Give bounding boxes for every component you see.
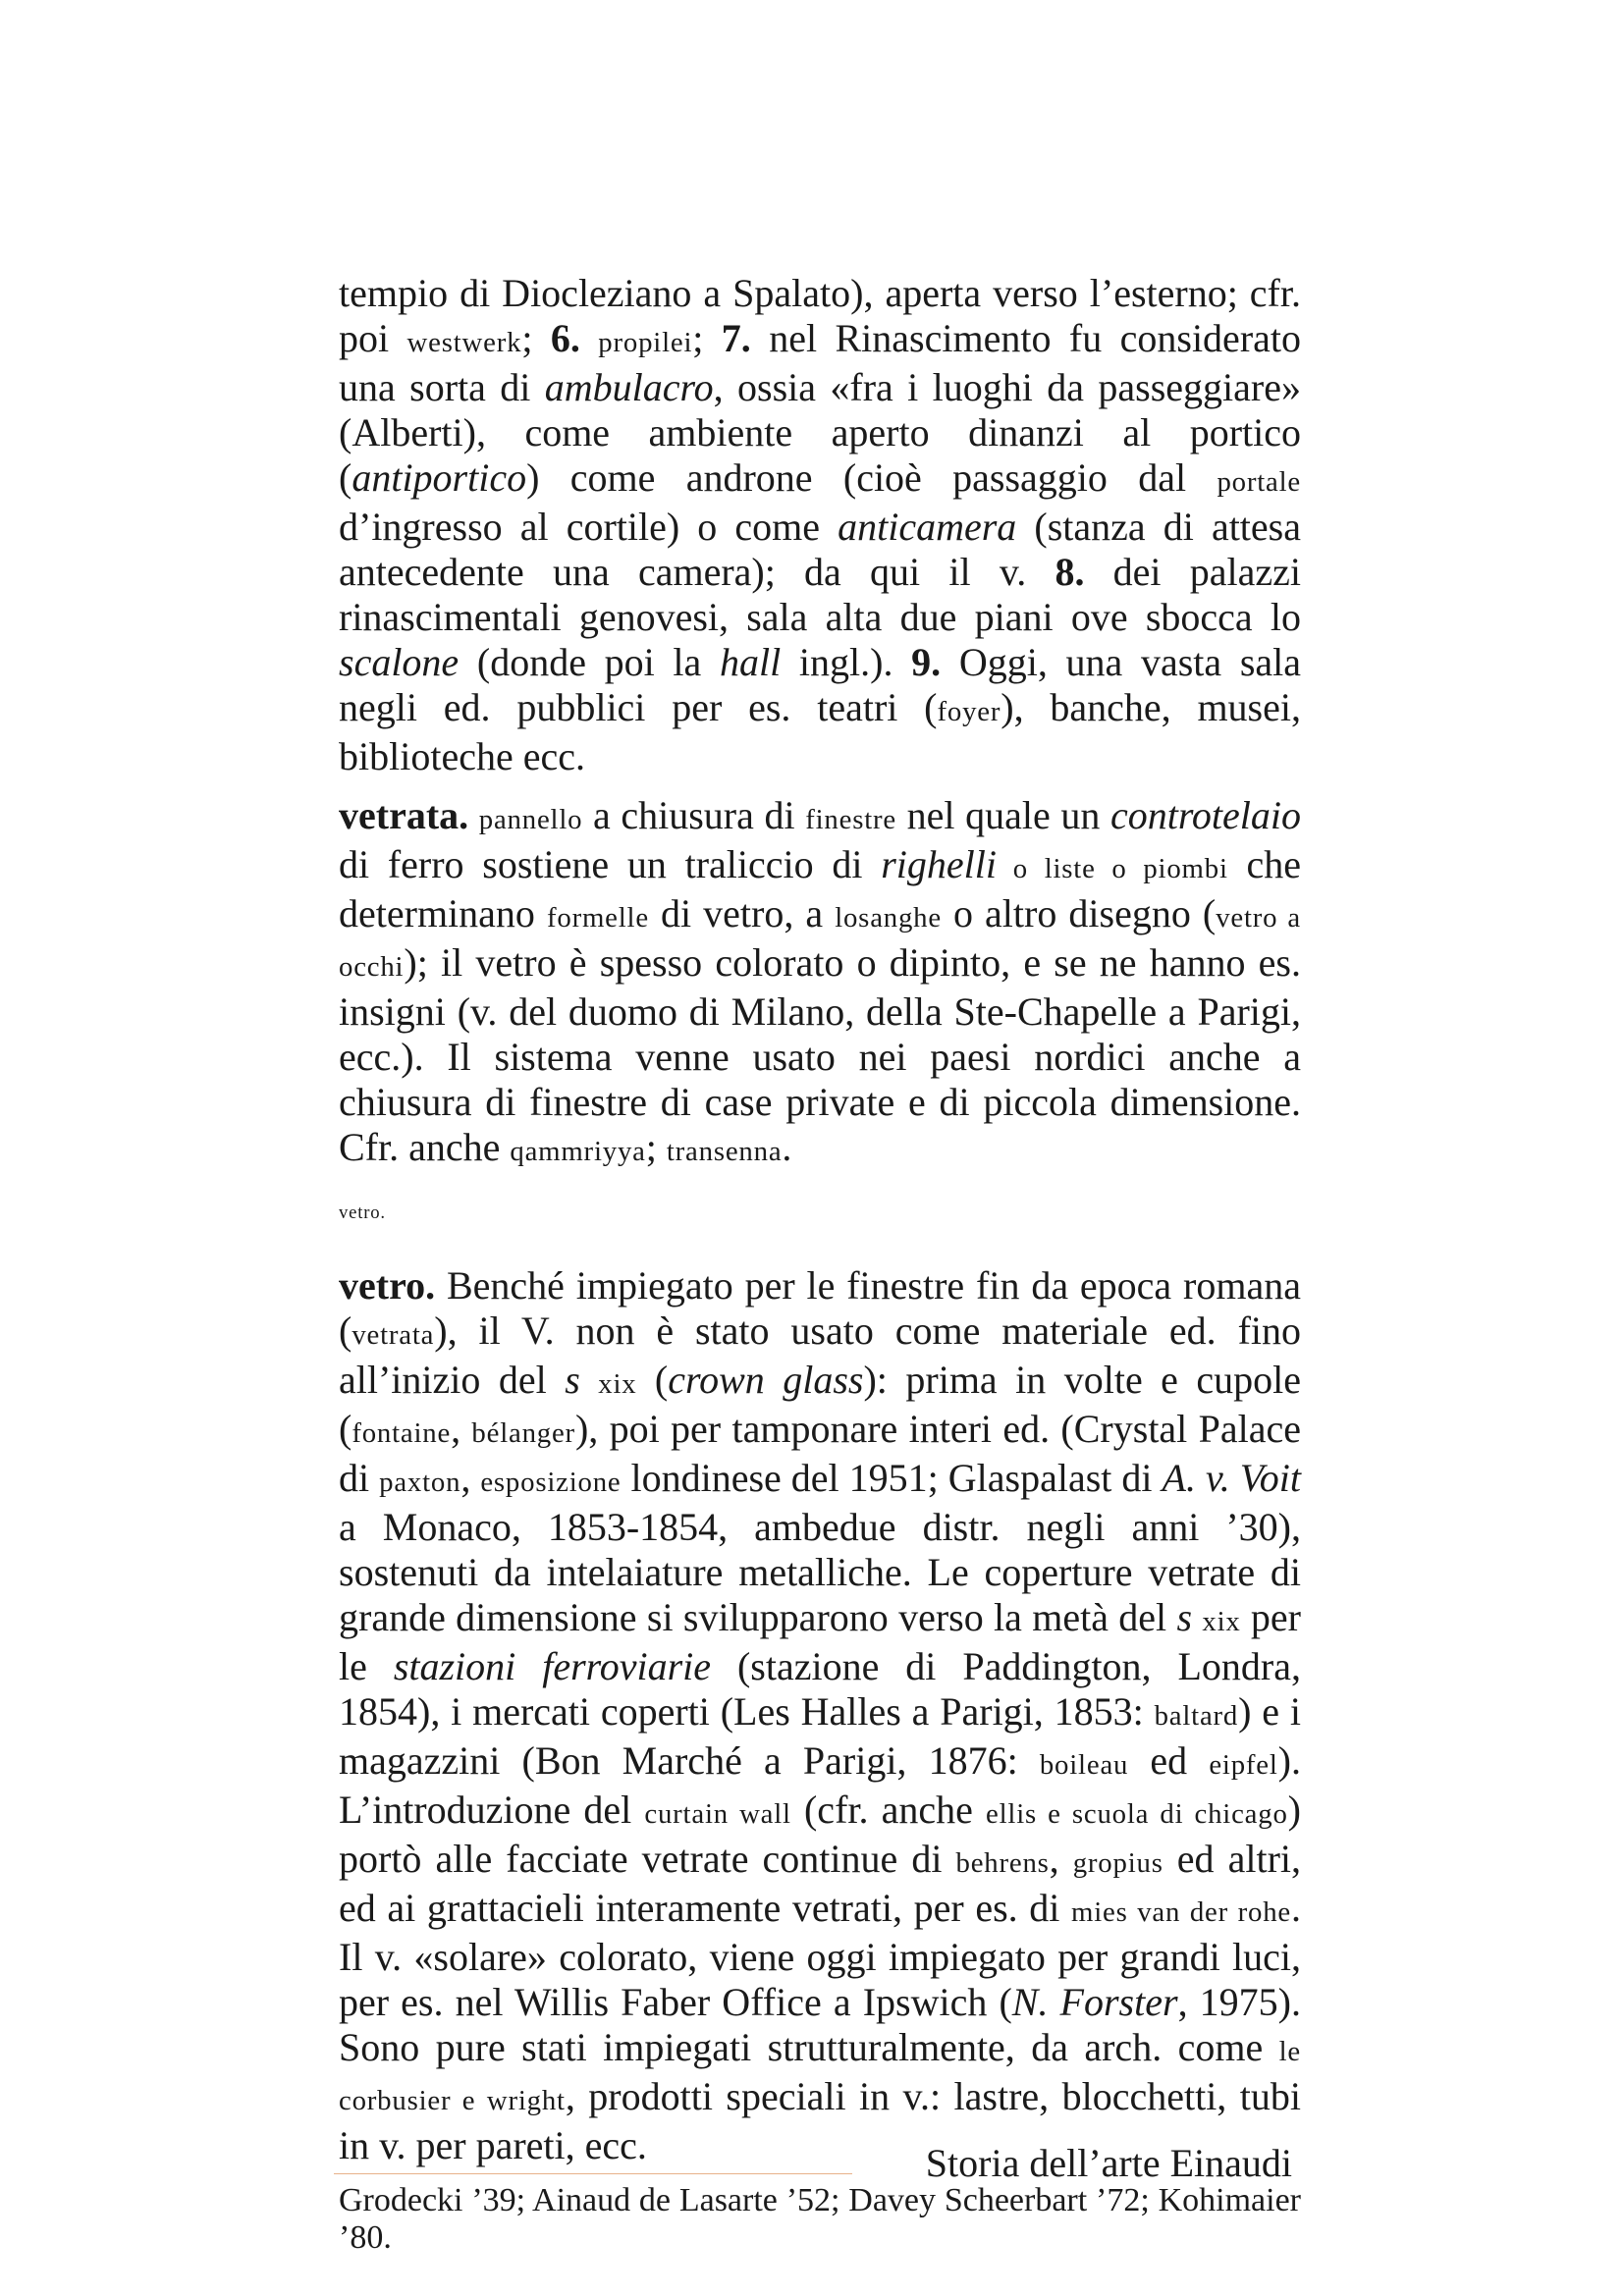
entry-text: e <box>1037 1798 1072 1830</box>
entry-text: (cfr. anche <box>790 1788 987 1832</box>
entry-text: , <box>451 1407 472 1451</box>
entry-text: dei palazzi rinascimentali genovesi, sala alta due piani ove sbocca lo <box>339 550 1302 639</box>
cross-reference[interactable]: formelle <box>546 902 649 934</box>
cross-reference[interactable]: qammriyya <box>510 1136 646 1167</box>
cross-reference[interactable]: behrens <box>955 1847 1050 1879</box>
sense-number: 6. <box>550 316 580 360</box>
entry-text: ingl.). <box>781 640 912 684</box>
italic-term: A. v. Voit <box>1162 1456 1302 1500</box>
entry-text: , prodotti speciali in v.: lastre, blocchetti, tubi in v. per pareti, ecc. <box>339 2074 1301 2167</box>
cross-reference[interactable]: propilei <box>598 327 693 358</box>
entry-text: , <box>460 1456 481 1500</box>
cross-reference[interactable]: boileau <box>1039 1749 1129 1781</box>
cross-reference[interactable]: curtain wall <box>644 1798 791 1830</box>
entry-text: , 1975). Sono pure stati impiegati strutturalmente, da arch. come <box>339 1980 1301 2069</box>
cross-reference[interactable]: westwerk <box>406 327 522 358</box>
cross-reference[interactable]: wright <box>486 2085 566 2116</box>
italic-term: ambulacro <box>544 365 714 409</box>
italic-term: righelli <box>881 842 998 886</box>
entry-text: nel Rinascimento fu considerato una sorta di <box>339 316 1301 409</box>
entry-text: Benché impiegato per le finestre fin da epoca romana ( <box>339 1263 1301 1353</box>
italic-term: N. Forster <box>1011 1980 1178 2024</box>
entry-text: , ossia «fra i luoghi da passeggiare» (Alberti), come ambiente aperto dinanzi al portico ( <box>339 365 1301 500</box>
entry-text: (donde poi la <box>459 640 720 684</box>
cross-reference[interactable]: piombi <box>1143 853 1228 884</box>
entry-text: (stazione di Paddington, Londra, 1854), i mercati coperti (Les Halles a Parigi, 1853: <box>339 1644 1301 1734</box>
italic-term: s <box>1176 1595 1193 1639</box>
entry-text: (stanza di attesa antecedente una camera); da qui il v. <box>339 505 1301 594</box>
italic-term: s <box>565 1358 580 1402</box>
entry-text: tempio di Diocleziano a Spalato), aperta verso l’esterno; cfr. poi <box>339 271 1301 360</box>
entry-text: e <box>451 2085 487 2116</box>
entry-text: ), poi per tamponare interi ed. (Crystal Palace di <box>339 1407 1302 1500</box>
century-numeral: xix <box>598 1368 637 1400</box>
sense-number: 9. <box>911 640 942 684</box>
entry-text: per le <box>339 1595 1302 1688</box>
entry-text: a chiusura di <box>582 793 806 837</box>
entry-text: ), banche, musei, biblioteche ecc. <box>339 685 1301 778</box>
entry-text: ), il V. non è stato usato come materiale ed. fino all’inizio del <box>339 1308 1301 1402</box>
cross-reference[interactable]: vetro. <box>339 1202 386 1223</box>
entry-continuation <box>339 271 1301 779</box>
cross-reference[interactable]: vetrata <box>352 1319 435 1351</box>
entry-text: . Il v. «solare» colorato, viene oggi impiegato per grandi luci, per es. nel Willis Faber Office a Ipswich ( <box>339 1886 1301 2024</box>
sense-number: 7. <box>721 316 751 360</box>
entry-text <box>468 793 479 837</box>
entry-text <box>580 316 598 360</box>
entry-text: ) come androne (cioè passaggio dal <box>526 455 1217 500</box>
cross-reference[interactable]: ellis <box>986 1798 1038 1830</box>
entry-text: o <box>997 853 1045 884</box>
entry-text: ; <box>692 316 722 360</box>
italic-term: anticamera <box>838 505 1017 549</box>
see-also-reference[interactable] <box>339 1188 1301 1236</box>
cross-reference[interactable]: pannello <box>478 804 583 835</box>
cross-reference[interactable]: liste <box>1044 853 1096 884</box>
text-column <box>339 271 1301 2290</box>
entry-text: , <box>1049 1837 1073 1881</box>
entry-text: ( <box>636 1358 669 1402</box>
cross-reference[interactable]: gropius <box>1072 1847 1163 1879</box>
cross-reference[interactable]: scuola di chicago <box>1071 1798 1288 1830</box>
cross-reference[interactable]: losanghe <box>835 902 942 934</box>
footer-rule <box>334 2173 852 2174</box>
entry-text: d’ingresso al cortile) o come <box>339 505 839 549</box>
sense-number: 8. <box>1055 550 1085 594</box>
entry-headword: vetro. <box>339 1263 436 1308</box>
entry-text: ) e i magazzini (Bon Marché a Parigi, 1876: <box>339 1689 1301 1783</box>
bibliography: Grodecki ’39; Ainaud de Lasarte ’52; Davey Scheerbart ’72; Kohimaier ’80. <box>339 2182 1301 2256</box>
entry-headword: vetrata. <box>339 793 469 837</box>
cross-reference[interactable]: eipfel <box>1209 1749 1278 1781</box>
entry-text: ). L’introduzione del <box>339 1738 1301 1832</box>
entry-text: ; <box>645 1125 667 1169</box>
century-numeral: xix <box>1202 1606 1241 1637</box>
entry-text: ) portò alle facciate vetrate continue di <box>339 1788 1301 1881</box>
entry-text <box>580 1358 598 1402</box>
footer-title: Storia dell’arte Einaudi <box>925 2141 1292 2185</box>
italic-term: antiportico <box>352 455 527 500</box>
cross-reference[interactable]: portale <box>1217 466 1301 498</box>
cross-reference[interactable]: finestre <box>805 804 896 835</box>
entry-text: nel quale un <box>895 793 1110 837</box>
entry-text: o altro disegno ( <box>941 891 1217 935</box>
entry-vetrata <box>339 793 1301 1174</box>
entry-text: di ferro sostiene un traliccio di <box>339 842 882 886</box>
entry-text: che determinano <box>339 842 1302 935</box>
cross-reference[interactable]: mies van der rohe <box>1071 1896 1291 1928</box>
cross-reference[interactable]: fontaine <box>352 1417 452 1449</box>
cross-reference[interactable]: esposizione <box>480 1467 622 1498</box>
entry-text: . <box>782 1125 792 1169</box>
cross-reference[interactable]: paxton <box>379 1467 461 1498</box>
cross-reference[interactable]: bélanger <box>471 1417 575 1449</box>
entry-text <box>1192 1595 1202 1639</box>
cross-reference[interactable]: baltard <box>1154 1700 1239 1732</box>
cross-reference[interactable]: transenna <box>666 1136 783 1167</box>
italic-term: scalone <box>339 640 460 684</box>
entry-text: ); il vetro è spesso colorato o dipinto, e se ne hanno es. insigni (v. del duomo di Milano, della Ste-Chapelle a Parigi, ecc.). Il sistema venne usato nei paesi nordici anche a chiusura di finestre di case private e di piccola dimensione. Cfr. anche <box>339 940 1301 1169</box>
entry-text: a Monaco, 1853-1854, ambedue distr. negli anni ’30), sostenuti da intelaiature metalliche. Le coperture vetrate di grande dimensione si svilupparono verso la metà del <box>339 1505 1301 1639</box>
cross-reference[interactable]: foyer <box>937 696 1001 727</box>
italic-term: hall <box>719 640 782 684</box>
entry-text: londinese del 1951; Glaspalast di <box>621 1456 1163 1500</box>
entry-text: o <box>1095 853 1144 884</box>
entry-text: di vetro, a <box>648 891 836 935</box>
entry-vetro <box>339 1263 1301 2168</box>
entry-text: ; <box>521 316 551 360</box>
entry-text: ): prima in volte e cupole ( <box>339 1358 1302 1451</box>
entry-text: ed altri, ed ai grattacieli interamente vetrati, per es. di <box>339 1837 1302 1930</box>
entry-text: Oggi, una vasta sala negli ed. pubblici per es. teatri ( <box>339 640 1302 729</box>
cross-reference[interactable]: le corbusier <box>339 2036 1301 2116</box>
italic-term: controtelaio <box>1109 793 1301 837</box>
italic-term: stazioni ferroviarie <box>393 1644 712 1688</box>
entry-text: ed <box>1128 1738 1210 1783</box>
italic-term: crown glass <box>668 1358 864 1402</box>
cross-reference[interactable]: vetro a occhi <box>339 902 1302 983</box>
